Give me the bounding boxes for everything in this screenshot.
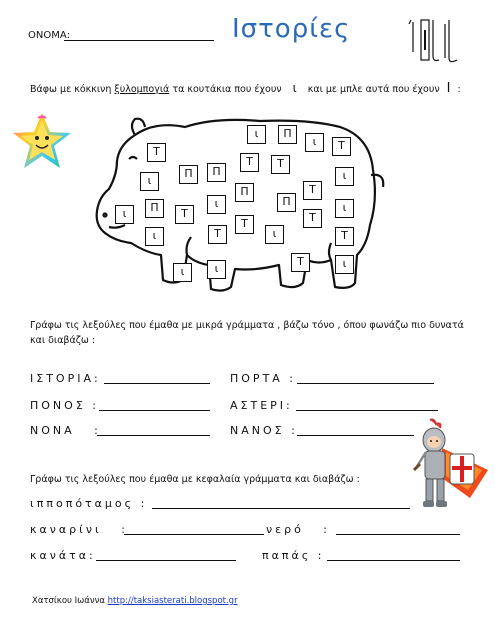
hippo-cell[interactable]: ι — [140, 172, 159, 191]
word-label: ΝΑΝΟΣ : — [230, 424, 298, 437]
hippo-cell[interactable]: ι — [265, 225, 284, 244]
hippo-coloring-figure — [95, 115, 390, 300]
page-title: Ιστορίες — [232, 14, 351, 44]
hippo-cell[interactable]: ι — [145, 227, 164, 246]
hippo-cell[interactable]: Τ — [271, 155, 290, 174]
answer-line[interactable] — [99, 410, 210, 411]
word-label: παπάς : — [262, 549, 325, 562]
hippo-cell[interactable]: Π — [277, 193, 296, 212]
capital-iota-glyph: Ι — [446, 81, 451, 96]
word-label: ΠΟΡΤΑ : — [230, 372, 297, 385]
uppercase-instruction: Γράφω τις λεξούλες που έμαθα με κεφαλαία γράμματα και διαβάζω : — [30, 474, 360, 485]
color-instruction — [30, 81, 461, 96]
hippo-cell[interactable]: Τ — [332, 137, 351, 156]
hippo-cell[interactable]: ι — [305, 133, 324, 152]
hippo-cell[interactable]: Τ — [175, 205, 194, 224]
letter-illustration — [405, 14, 465, 70]
hippo-cell[interactable]: ι — [335, 199, 354, 218]
instruction-underlined-word: ξυλομπογιά — [114, 84, 170, 95]
hippo-cell[interactable]: Τ — [235, 215, 254, 234]
hippo-cell[interactable]: Π — [278, 125, 297, 144]
word-label: ιπποπόταμος : — [30, 497, 148, 510]
instruction-text: τα κουτάκια που έχουν — [172, 84, 282, 95]
blog-link[interactable]: http://taksiasterati.blogspot.gr — [107, 596, 238, 606]
hippo-cell[interactable]: ι — [335, 167, 354, 186]
word-label: ΙΣΤΟΡΙΑ: — [30, 372, 101, 385]
word-label: κανάτα: — [30, 549, 96, 562]
hippo-cell[interactable]: Τ — [303, 209, 322, 228]
instruction-text: Βάφω με κόκκινη — [30, 84, 112, 95]
knight-illustration — [412, 418, 490, 513]
hippo-cell[interactable]: ι — [335, 255, 354, 274]
small-iota-glyph: ι — [292, 81, 297, 95]
name-write-line[interactable] — [64, 40, 214, 41]
hippo-cell[interactable]: Π — [235, 183, 254, 202]
word-label: ΠΟΝΟΣ : — [30, 399, 99, 412]
answer-line[interactable] — [327, 560, 460, 561]
footer-credit — [32, 596, 238, 606]
hippo-cell[interactable]: Π — [179, 165, 198, 184]
word-label: νερό : — [266, 523, 330, 536]
hippo-cell[interactable]: ι — [207, 260, 226, 279]
name-label: ΟΝΟΜΑ: — [28, 30, 71, 41]
hippo-cell[interactable]: ι — [115, 205, 134, 224]
hippo-cell[interactable]: Τ — [303, 181, 322, 200]
hippo-cell[interactable]: ι — [173, 263, 192, 282]
hippo-cell[interactable]: Τ — [147, 143, 166, 162]
smiling-star-icon — [10, 110, 74, 174]
answer-line[interactable] — [124, 534, 264, 535]
answer-line[interactable] — [152, 508, 410, 509]
answer-line[interactable] — [297, 383, 434, 384]
word-label: καναρίνι : — [30, 523, 128, 536]
hippo-cell[interactable]: Τ — [208, 225, 227, 244]
hippo-cell[interactable]: Π — [145, 199, 164, 218]
answer-line[interactable] — [336, 534, 460, 535]
instruction-text: : — [457, 84, 461, 95]
hippo-cell[interactable]: Τ — [240, 153, 259, 172]
answer-line[interactable] — [96, 560, 236, 561]
answer-line[interactable] — [296, 410, 438, 411]
lowercase-instruction: Γράφω τις λεξούλες που έμαθα με μικρά γράμματα , βάζω τόνο , όπου φωνάζω πιο δυνατά και διαβάζω : — [30, 320, 464, 346]
answer-line[interactable] — [104, 383, 210, 384]
answer-line[interactable] — [297, 435, 414, 436]
hippo-cell[interactable]: Τ — [335, 227, 354, 246]
word-label: ΝΟΝΑ : — [30, 424, 101, 437]
word-label: ΑΣΤΕΡΙ: — [230, 399, 293, 412]
hippo-cell[interactable]: Τ — [291, 253, 310, 272]
hippo-cell[interactable]: ι — [247, 125, 266, 144]
hippo-cell[interactable]: ι — [207, 195, 226, 214]
hippo-cell[interactable]: Π — [207, 163, 226, 182]
instruction-text: και με μπλε αυτά που έχουν — [307, 84, 440, 95]
answer-line[interactable] — [97, 435, 210, 436]
author-name: Χατσίκου Ιωάννα — [32, 596, 105, 606]
